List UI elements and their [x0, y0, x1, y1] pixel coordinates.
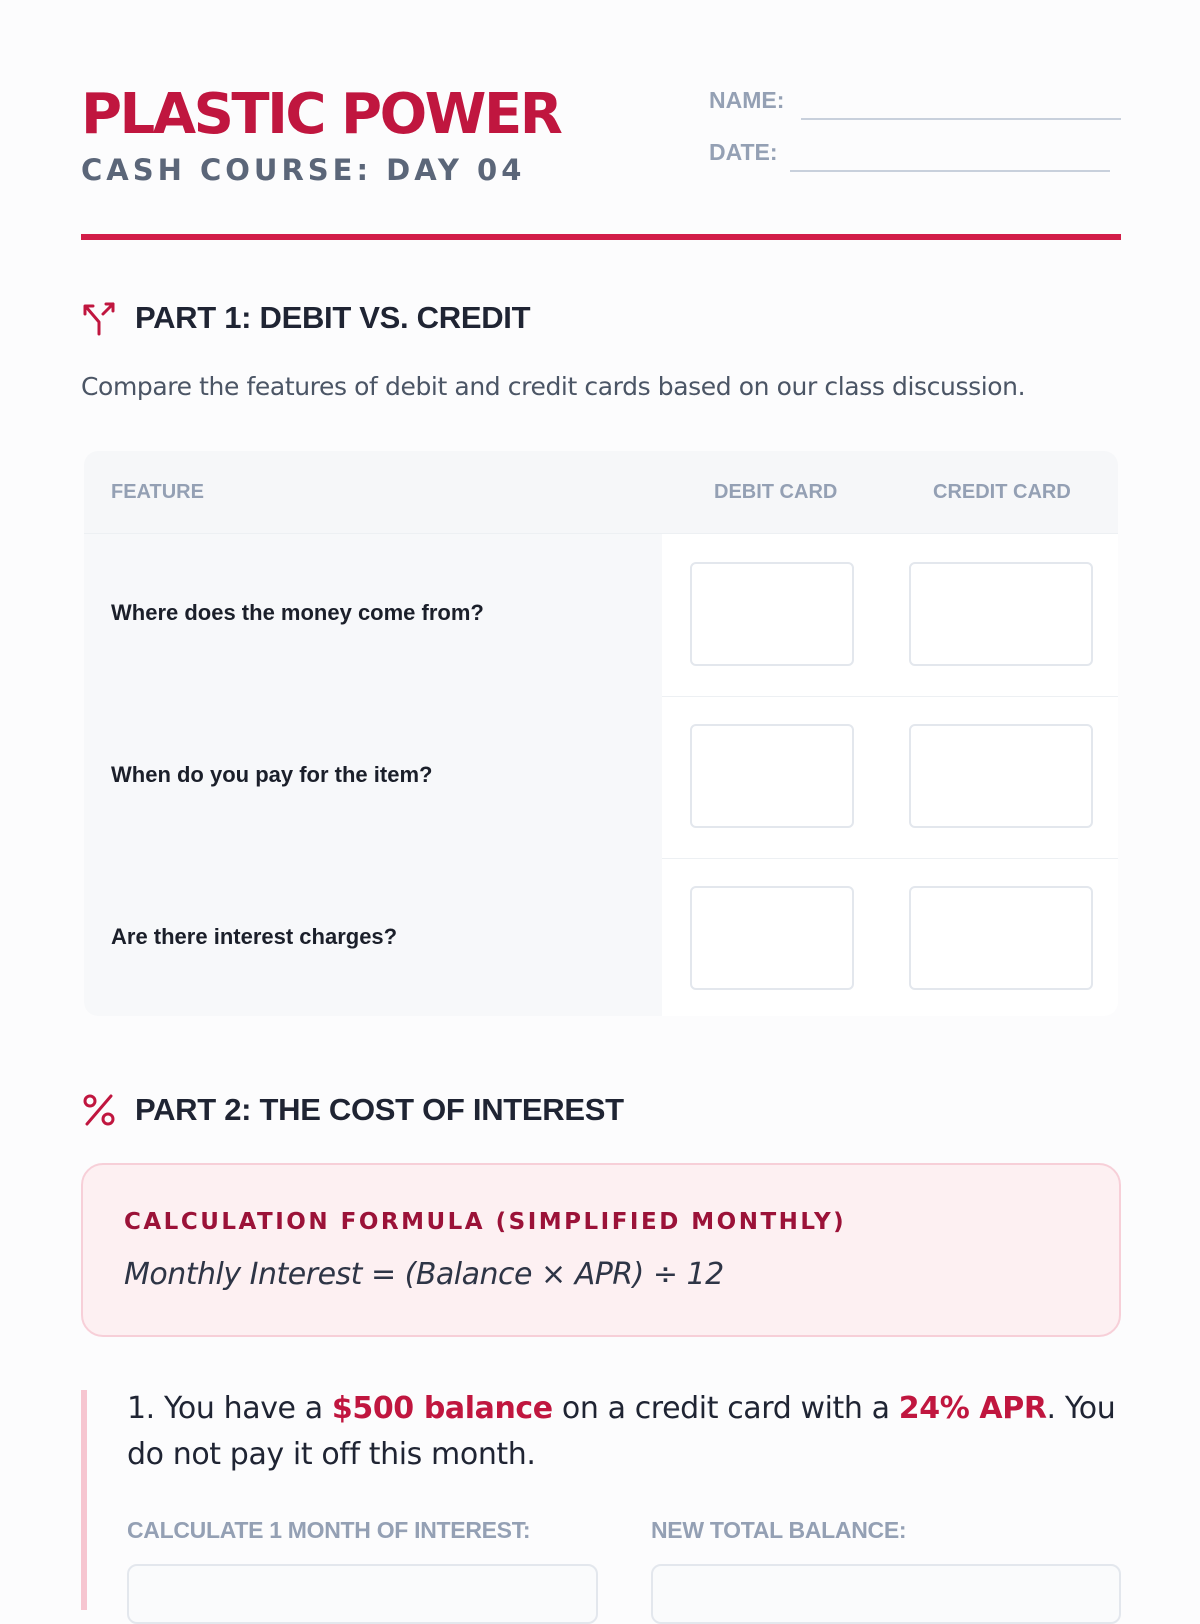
question-accent-bar — [81, 1390, 87, 1610]
worksheet-subtitle: CASH COURSE: DAY 04 — [81, 153, 526, 187]
formula-text: Monthly Interest = (Balance × APR) ÷ 12 — [124, 1257, 724, 1292]
question-text-part: on a credit card with a — [552, 1391, 899, 1426]
part1-title: PART 1: DEBIT VS. CREDIT — [135, 300, 531, 335]
credit-answer-box[interactable] — [909, 886, 1093, 990]
debit-answer-box[interactable] — [690, 724, 854, 828]
feature-cell — [84, 534, 662, 696]
debit-answer-box[interactable] — [690, 886, 854, 990]
header-divider — [81, 234, 1121, 240]
table-header — [84, 451, 1118, 534]
feature-text: When do you pay for the item? — [111, 762, 433, 787]
comparison-table — [84, 451, 1118, 1016]
header-feature: FEATURE — [111, 481, 204, 503]
part1-intro: Compare the features of debit and credit cards based on our class discussion. — [81, 372, 1026, 401]
feature-cell — [84, 858, 662, 1016]
part2-title: PART 2: THE COST OF INTEREST — [135, 1092, 624, 1127]
formula-callout — [81, 1163, 1121, 1337]
percent-icon — [81, 1092, 117, 1128]
apr-highlight: 24% APR — [898, 1391, 1047, 1426]
worksheet-title: PLASTIC POWER — [81, 82, 561, 147]
credit-answer-box[interactable] — [909, 562, 1093, 666]
feature-text: Where does the money come from? — [111, 600, 484, 625]
balance-answer-field[interactable] — [651, 1564, 1121, 1624]
credit-answer-box[interactable] — [909, 724, 1093, 828]
name-label: NAME: — [709, 87, 785, 113]
balance-answer-label: NEW TOTAL BALANCE: — [651, 1517, 907, 1543]
fork-arrows-icon — [81, 300, 117, 336]
question-text-part: 1. You have a — [127, 1391, 332, 1426]
table-row — [84, 534, 1118, 697]
interest-answer-field[interactable] — [127, 1564, 598, 1624]
question-1-text — [127, 1386, 1127, 1478]
part2-heading — [81, 1090, 624, 1130]
formula-label: CALCULATION FORMULA (SIMPLIFIED MONTHLY) — [124, 1209, 847, 1235]
debit-answer-box[interactable] — [690, 562, 854, 666]
header-debit-card: DEBIT CARD — [714, 481, 838, 503]
name-field[interactable] — [801, 118, 1121, 120]
part1-heading — [81, 298, 530, 338]
table-row — [84, 858, 1118, 1016]
feature-cell — [84, 696, 662, 858]
interest-answer-label: CALCULATE 1 MONTH OF INTEREST: — [127, 1517, 531, 1543]
table-row — [84, 696, 1118, 859]
worksheet-page — [81, 0, 1121, 1600]
balance-highlight: $500 balance — [331, 1391, 553, 1426]
date-field[interactable] — [790, 170, 1110, 172]
question-text-part: . You do not pay it off this month. — [127, 1391, 1116, 1472]
header-credit-card: CREDIT CARD — [933, 481, 1071, 503]
feature-text: Are there interest charges? — [111, 924, 398, 949]
date-label: DATE: — [709, 139, 778, 165]
